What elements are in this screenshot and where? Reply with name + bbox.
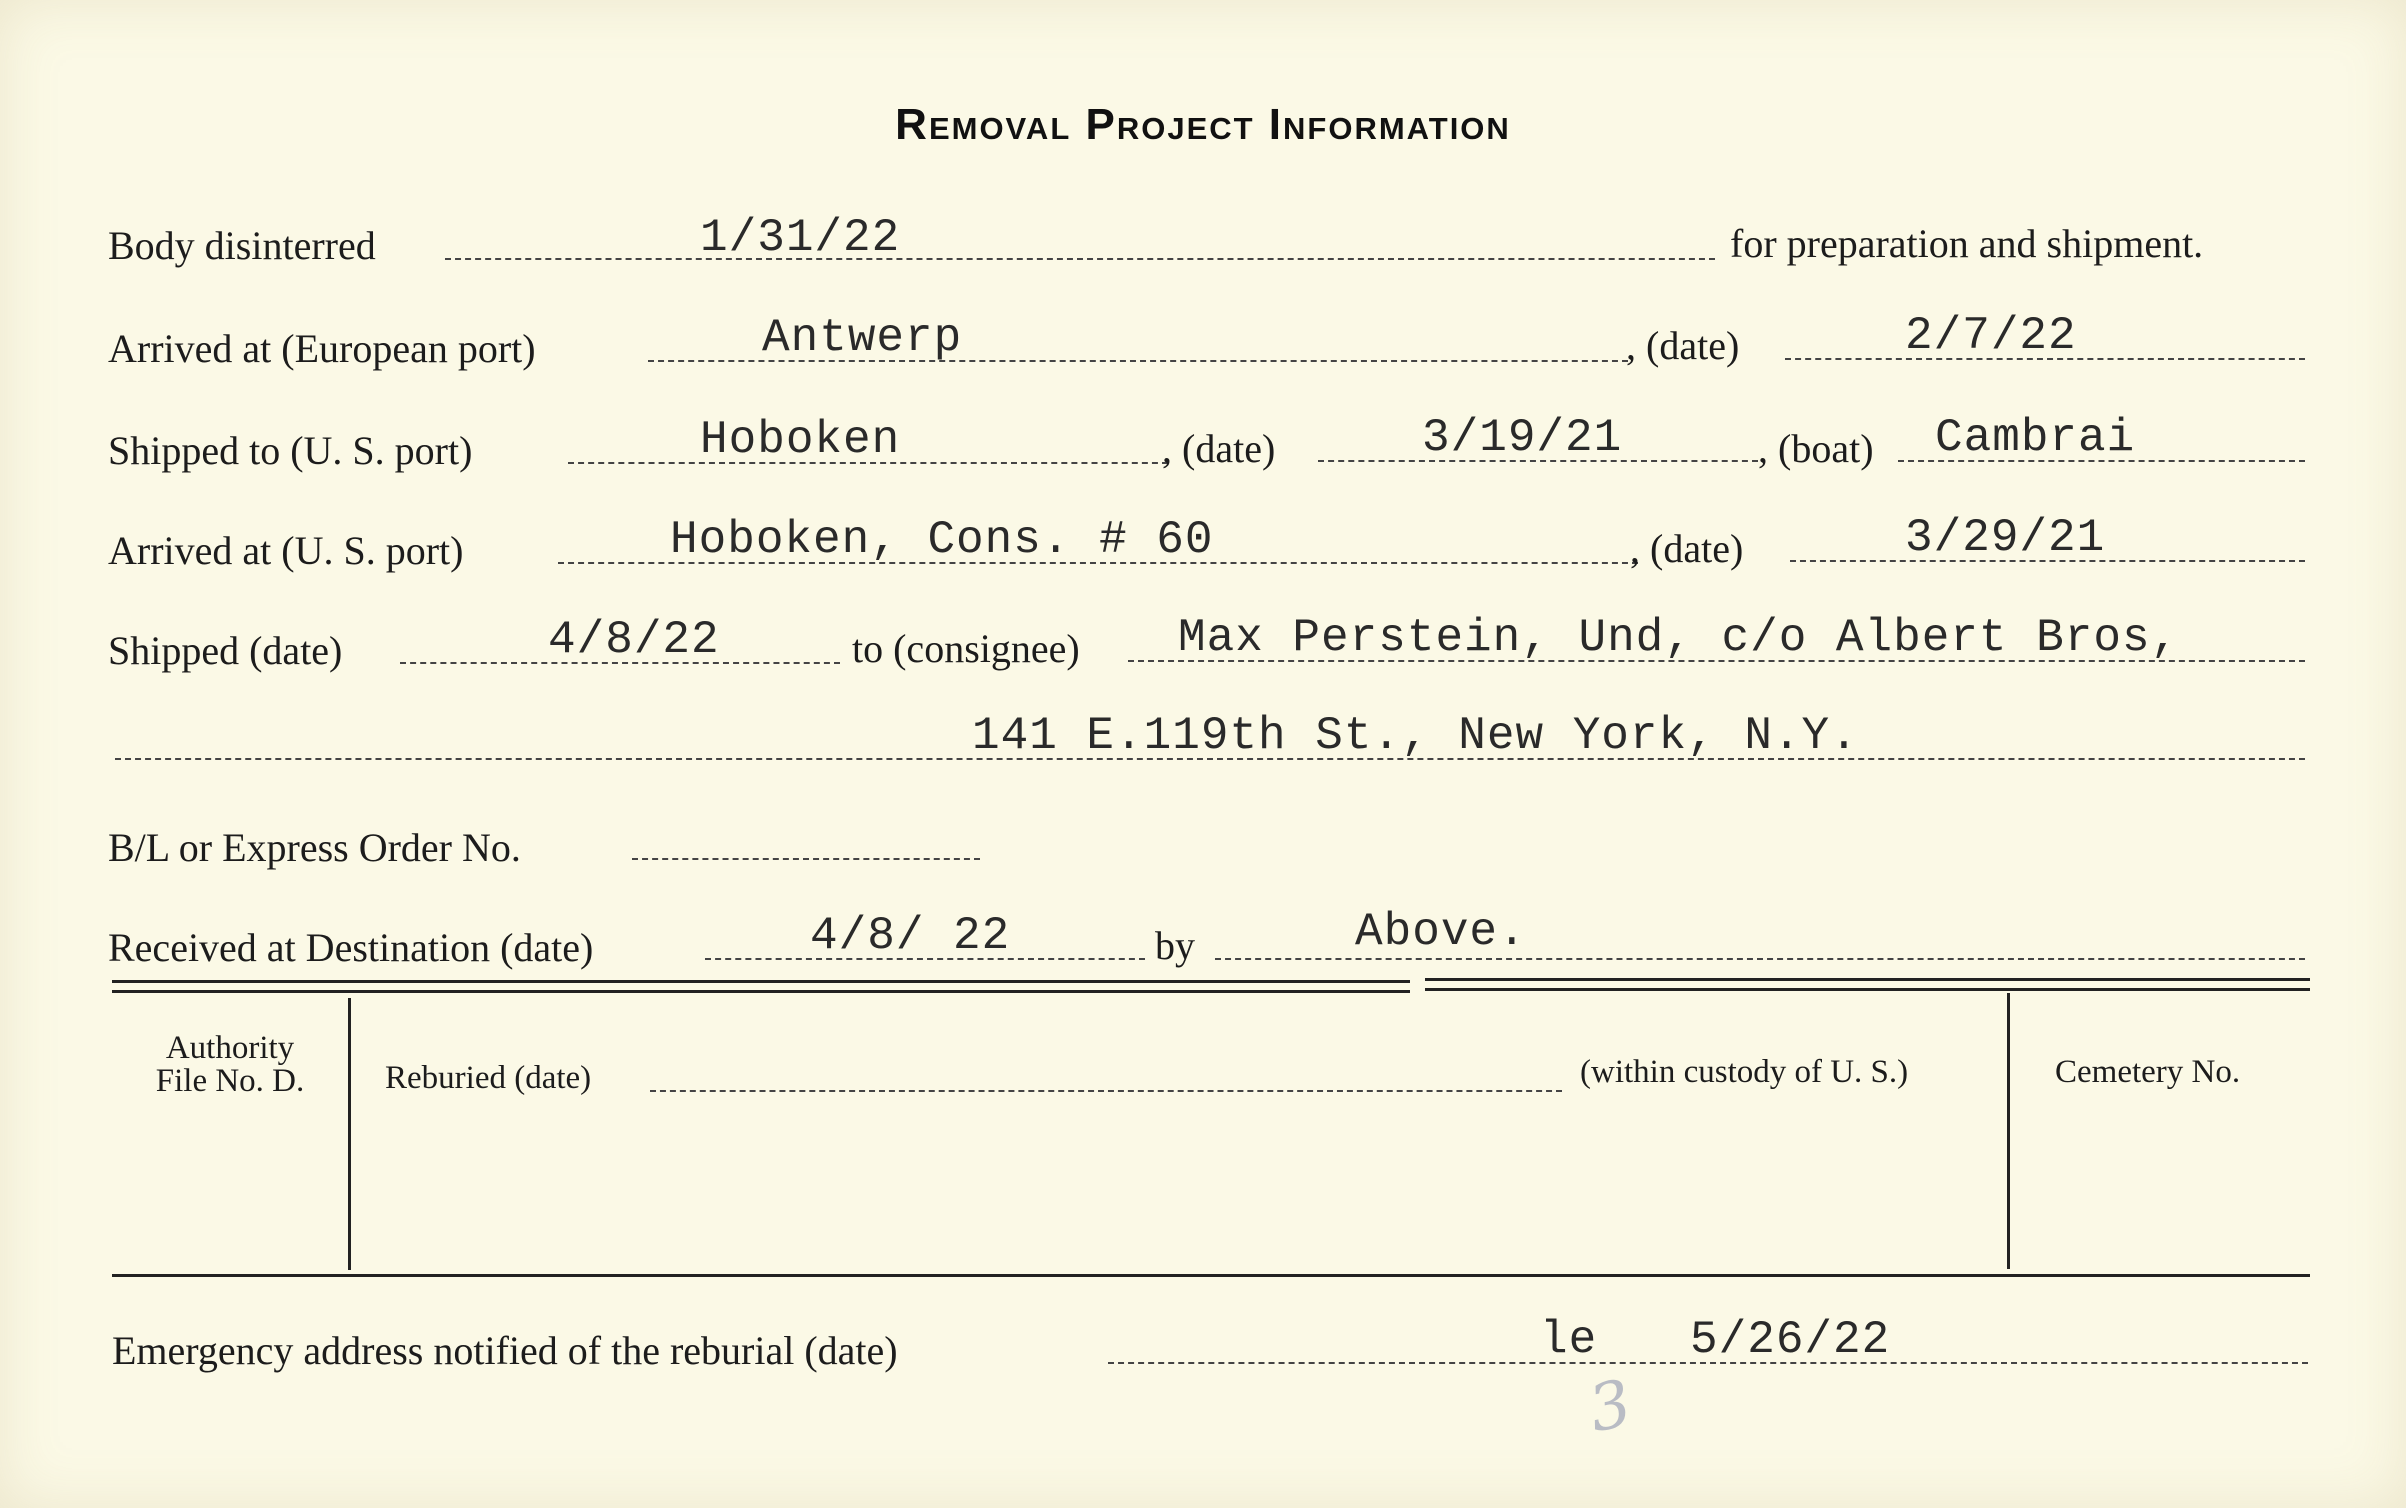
table-top-rule-right — [1425, 978, 2310, 981]
body-disinterred-line — [445, 258, 1715, 260]
consignee-address-value: 141 E.119th St., New York, N.Y. — [972, 710, 1859, 762]
us-port-shipped-date-label: , (date) — [1162, 426, 1276, 471]
received-by-label: by — [1155, 923, 1195, 968]
us-port-arrived-date-label: , (date) — [1630, 526, 1744, 571]
boat-label: , (boat) — [1758, 426, 1874, 471]
consignee-value: Max Perstein, Und, c/o Albert Bros, — [1178, 612, 2180, 664]
us-port-shipped-value: Hoboken — [700, 414, 901, 466]
emergency-address-label: Emergency address notified of the reburial (date) — [112, 1328, 898, 1373]
reburied-label: Reburied (date) — [385, 1060, 592, 1096]
custody-label: (within custody of U. S.) — [1580, 1054, 1909, 1090]
file-no-label: File No. D. — [155, 1063, 305, 1099]
table-top-rule-right-2 — [1425, 988, 2310, 991]
cemetery-no-label: Cemetery No. — [2055, 1054, 2241, 1090]
table-top-rule-left-2 — [112, 990, 1410, 993]
table-top-rule-left — [112, 980, 1410, 983]
preparation-shipment-text: for preparation and shipment. — [1730, 221, 2204, 266]
notified-initials: le — [1540, 1314, 1598, 1366]
us-port-shipped-label: Shipped to (U. S. port) — [108, 428, 473, 473]
body-disinterred-value: 1/31/22 — [700, 212, 901, 264]
table-bottom-rule — [112, 1274, 2310, 1277]
reburied-line — [650, 1090, 1562, 1092]
us-port-arrived-label: Arrived at (U. S. port) — [108, 528, 464, 573]
received-by-line — [1215, 958, 2305, 960]
european-port-value: Antwerp — [762, 312, 963, 364]
received-destination-value: 4/8/ 22 — [810, 910, 1011, 962]
table-divider-right — [2007, 993, 2010, 1269]
bl-express-order-line — [632, 858, 980, 860]
european-port-label: Arrived at (European port) — [108, 326, 536, 371]
shipped-date-label: Shipped (date) — [108, 628, 343, 673]
table-divider-left — [348, 998, 351, 1270]
european-port-date-label: , (date) — [1626, 323, 1740, 368]
pencil-mark: 3 — [1582, 1366, 1638, 1448]
notified-date-value: 5/26/22 — [1690, 1314, 1891, 1366]
us-port-shipped-date-value: 3/19/21 — [1422, 412, 1623, 464]
received-by-value: Above. — [1355, 906, 1527, 958]
us-port-arrived-date-value: 3/29/21 — [1905, 512, 2106, 564]
body-disinterred-label: Body disinterred — [108, 223, 376, 268]
authority-label: Authority — [165, 1030, 295, 1066]
shipped-date-value: 4/8/22 — [548, 614, 720, 666]
consignee-label: to (consignee) — [852, 626, 1080, 671]
us-port-arrived-value: Hoboken, Cons. # 60 — [670, 514, 1214, 566]
boat-value: Cambrai — [1935, 412, 2136, 464]
bl-express-order-label: B/L or Express Order No. — [108, 825, 521, 870]
received-destination-label: Received at Destination (date) — [108, 925, 594, 970]
form-title: Removal Project Information — [895, 100, 1511, 149]
european-port-date-value: 2/7/22 — [1905, 310, 2077, 362]
